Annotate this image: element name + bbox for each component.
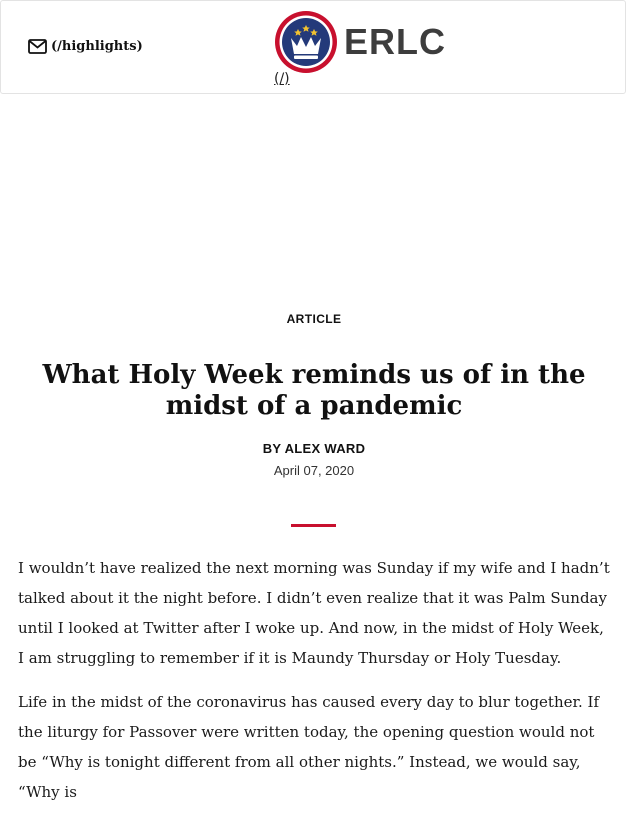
erlc-crown-seal-icon xyxy=(274,10,338,74)
newsletter-label: (/highlights) xyxy=(51,39,143,54)
article-date: April 07, 2020 xyxy=(273,463,355,478)
site-header xyxy=(0,0,626,94)
article-title: What Holy Week reminds us of in the midst of a pandemic xyxy=(42,360,586,421)
article-byline: BY ALEX WARD xyxy=(262,441,366,456)
article-paragraph: Life in the midst of the coronavirus has caused every day to blur together. If the liturgy for Passover were written today, the opening question would not be “Why is tonight different from all other nights.” Instead, we would say, “Why is xyxy=(18,693,600,801)
article-paragraph: I wouldn’t have realized the next morning was Sunday if my wife and I hadn’t talked about it the night before. I didn’t even realize that it was Palm Sunday until I looked at Twitter after I woke up. And now, in the midst of Holy Week, I am struggling to remember if it is Maundy Thursday or Holy Tuesday. xyxy=(18,559,610,667)
article-body xyxy=(18,553,614,821)
logo-link[interactable] xyxy=(274,10,446,74)
article-kicker: ARTICLE xyxy=(286,312,342,326)
home-path-link[interactable]: (/) xyxy=(274,71,290,87)
newsletter-link[interactable] xyxy=(28,39,143,54)
logo-wordmark: ERLC xyxy=(344,21,446,62)
accent-divider xyxy=(291,524,336,527)
mail-icon xyxy=(28,39,47,54)
